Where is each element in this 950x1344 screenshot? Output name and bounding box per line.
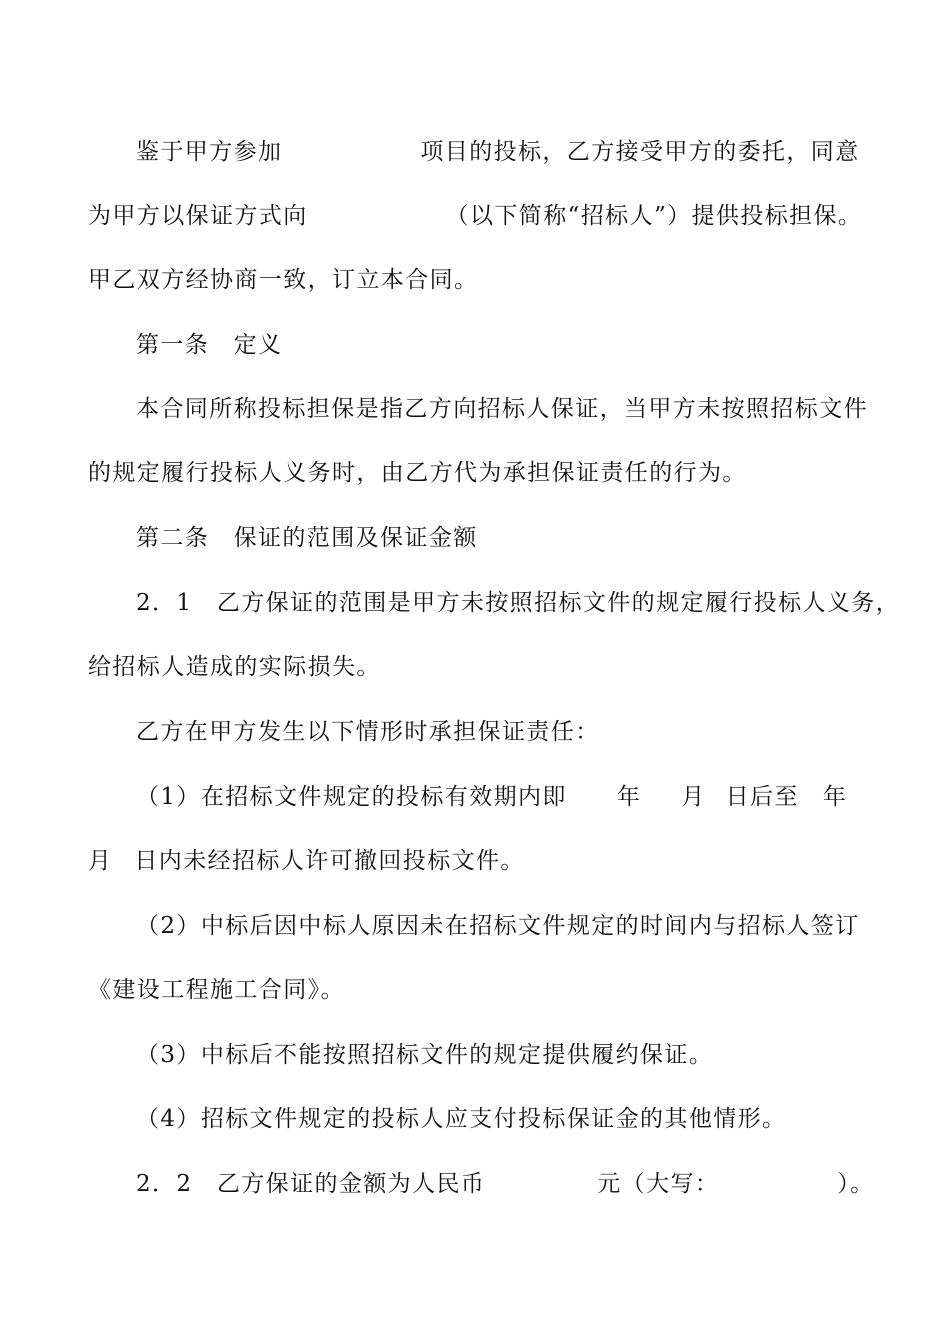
item-1-line-1 — [136, 781, 926, 813]
clause-2-1-line-3: 乙方在甲方发生以下情形时承担保证责任： — [136, 719, 600, 745]
item-2-line-2: 《建设工程施工合同》。 — [88, 977, 345, 1003]
paragraph-preamble-line-1 — [136, 136, 926, 168]
text-segment: 月 — [88, 848, 113, 874]
article-1-line-2: 的规定履行投标人义务时，由乙方代为承担保证责任的行为。 — [88, 460, 747, 486]
text-segment: （1）在招标文件规定的投标有效期内即 — [136, 784, 567, 810]
text-segment: （以下简称“招标人”）提供投标担保。 — [445, 203, 863, 229]
item-3: （3）中标后不能按照招标文件的规定提供履约保证。 — [136, 1042, 714, 1068]
clause-2-2 — [136, 1168, 926, 1200]
text-segment: ）。 — [837, 1171, 875, 1197]
article-1-title: 第一条 定义 — [136, 332, 283, 358]
text-segment: 年 — [616, 784, 642, 810]
article-2-title: 第二条 保证的范围及保证金额 — [136, 525, 478, 551]
clause-2-1-line-2: 给招标人造成的实际损失。 — [88, 654, 381, 680]
text-segment: 日内未经招标人许可撤回投标文件。 — [134, 848, 525, 874]
item-2-line-1: （2）中标后因中标人原因未在招标文件规定的时间内与招标人签订 — [136, 913, 860, 939]
clause-2-1-line-1: 2．1 乙方保证的范围是甲方未按照招标文件的规定履行投标人义务， — [136, 590, 901, 616]
text-segment: 为甲方以保证方式向 — [88, 203, 308, 229]
text-segment: 年 — [822, 784, 848, 810]
text-segment: 月 — [681, 784, 706, 810]
text-segment: 鉴于甲方参加 — [136, 139, 283, 165]
text-segment: 日后至 — [725, 784, 799, 810]
text-segment: 项目的投标，乙方接受甲方的委托，同意 — [420, 139, 860, 165]
item-1-line-2 — [88, 845, 878, 877]
paragraph-preamble-line-3: 甲乙双方经协商一致，订立本合同。 — [88, 267, 479, 293]
item-4: （4）招标文件规定的投标人应支付投标保证金的其他情形。 — [136, 1106, 787, 1132]
text-segment: 元（大写： — [597, 1171, 720, 1197]
text-segment: 2．2 乙方保证的金额为人民币 — [136, 1171, 486, 1197]
paragraph-preamble-line-2 — [88, 200, 878, 232]
article-1-line-1: 本合同所称投标担保是指乙方向招标人保证，当甲方未按照招标文件 — [136, 396, 868, 422]
